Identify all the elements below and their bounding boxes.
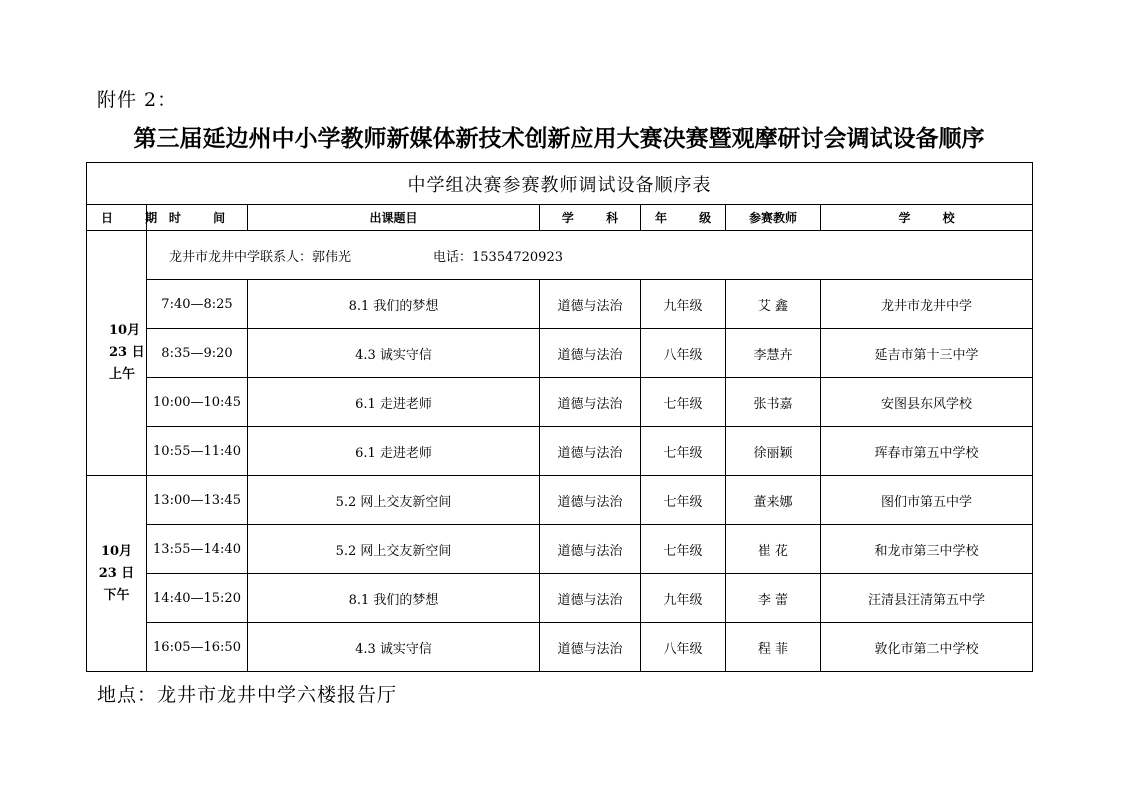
header-topic: 出课题目 xyxy=(248,205,540,231)
location-note: 地点：龙井市龙井中学六楼报告厅 xyxy=(97,684,398,706)
subject-cell: 道德与法治 xyxy=(540,623,641,672)
topic-cell: 4.3 诚实守信 xyxy=(248,329,540,378)
school-cell: 图们市第五中学 xyxy=(821,476,1033,525)
teacher-cell: 徐丽颖 xyxy=(726,427,821,476)
time-cell: 14:40—15:20 xyxy=(147,574,248,623)
time-cell: 7:40—8:25 xyxy=(147,280,248,329)
topic-cell: 8.1 我们的梦想 xyxy=(248,574,540,623)
topic-cell: 5.2 网上交友新空间 xyxy=(248,476,540,525)
school-cell: 龙井市龙井中学 xyxy=(821,280,1033,329)
date-month: 10月 xyxy=(100,543,133,559)
header-school: 学 校 xyxy=(821,205,1033,231)
date-month: 10月 xyxy=(109,323,141,338)
teacher-cell: 程 菲 xyxy=(726,623,821,672)
teacher-cell: 张书嘉 xyxy=(726,378,821,427)
time-cell: 13:55—14:40 xyxy=(147,525,248,574)
subject-cell: 道德与法治 xyxy=(540,427,641,476)
grade-cell: 七年级 xyxy=(641,427,726,476)
time-cell: 13:00—13:45 xyxy=(147,476,248,525)
school-cell: 珲春市第五中学校 xyxy=(821,427,1033,476)
contact-person: 龙井市龙井中学联系人：郭伟光 xyxy=(169,249,352,265)
table-row xyxy=(87,574,1033,623)
table-row xyxy=(87,623,1033,672)
school-cell: 延吉市第十三中学 xyxy=(821,329,1033,378)
school-cell: 敦化市第二中学校 xyxy=(821,623,1033,672)
teacher-cell: 董来娜 xyxy=(726,476,821,525)
table-row xyxy=(87,476,1033,525)
grade-cell: 八年级 xyxy=(641,623,726,672)
table-caption: 中学组决赛参赛教师调试设备顺序表 xyxy=(87,163,1033,205)
time-cell: 16:05—16:50 xyxy=(147,623,248,672)
document-title: 第三届延边州中小学教师新媒体新技术创新应用大赛决赛暨观摩研讨会调试设备顺序 xyxy=(133,125,985,152)
table-row xyxy=(87,525,1033,574)
date-day: 23 日 xyxy=(98,565,135,581)
teacher-cell: 李 蕾 xyxy=(726,574,821,623)
topic-cell: 6.1 走进老师 xyxy=(248,378,540,427)
subject-cell: 道德与法治 xyxy=(540,280,641,329)
grade-cell: 七年级 xyxy=(641,378,726,427)
time-cell: 8:35—9:20 xyxy=(147,329,248,378)
subject-cell: 道德与法治 xyxy=(540,525,641,574)
topic-cell: 5.2 网上交友新空间 xyxy=(248,525,540,574)
teacher-cell: 李慧卉 xyxy=(726,329,821,378)
table-row xyxy=(87,329,1033,378)
grade-cell: 八年级 xyxy=(641,329,726,378)
contact-row xyxy=(87,231,1033,280)
header-subject: 学 科 xyxy=(540,205,641,231)
header-grade: 年 级 xyxy=(641,205,726,231)
date-day: 23 日 xyxy=(109,345,145,360)
time-cell: 10:00—10:45 xyxy=(147,378,248,427)
teacher-cell: 艾 鑫 xyxy=(726,280,821,329)
contact-cell xyxy=(147,231,1033,280)
header-time: 时 间 xyxy=(147,205,248,231)
subject-cell: 道德与法治 xyxy=(540,476,641,525)
grade-cell: 九年级 xyxy=(641,574,726,623)
subject-cell: 道德与法治 xyxy=(540,574,641,623)
header-teacher: 参赛教师 xyxy=(726,205,821,231)
date-cell-morning xyxy=(87,231,147,476)
teacher-cell: 崔 花 xyxy=(726,525,821,574)
topic-cell: 4.3 诚实守信 xyxy=(248,623,540,672)
table-caption-row xyxy=(87,163,1033,205)
topic-cell: 6.1 走进老师 xyxy=(248,427,540,476)
contact-phone: 电话：15354720923 xyxy=(433,249,563,265)
grade-cell: 九年级 xyxy=(641,280,726,329)
header-date: 日 期 xyxy=(87,205,147,231)
table-row xyxy=(87,427,1033,476)
attachment-label: 附件 2： xyxy=(97,89,178,111)
table-row xyxy=(87,280,1033,329)
grade-cell: 七年级 xyxy=(641,476,726,525)
subject-cell: 道德与法治 xyxy=(540,329,641,378)
date-cell-afternoon xyxy=(87,476,147,672)
date-period: 下午 xyxy=(103,587,130,603)
table-row xyxy=(87,378,1033,427)
school-cell: 汪清县汪清第五中学 xyxy=(821,574,1033,623)
school-cell: 安图县东风学校 xyxy=(821,378,1033,427)
date-period: 上午 xyxy=(109,367,136,382)
topic-cell: 8.1 我们的梦想 xyxy=(248,280,540,329)
table-header-row xyxy=(87,205,1033,231)
schedule-table xyxy=(86,162,1033,672)
subject-cell: 道德与法治 xyxy=(540,378,641,427)
grade-cell: 七年级 xyxy=(641,525,726,574)
school-cell: 和龙市第三中学校 xyxy=(821,525,1033,574)
time-cell: 10:55—11:40 xyxy=(147,427,248,476)
